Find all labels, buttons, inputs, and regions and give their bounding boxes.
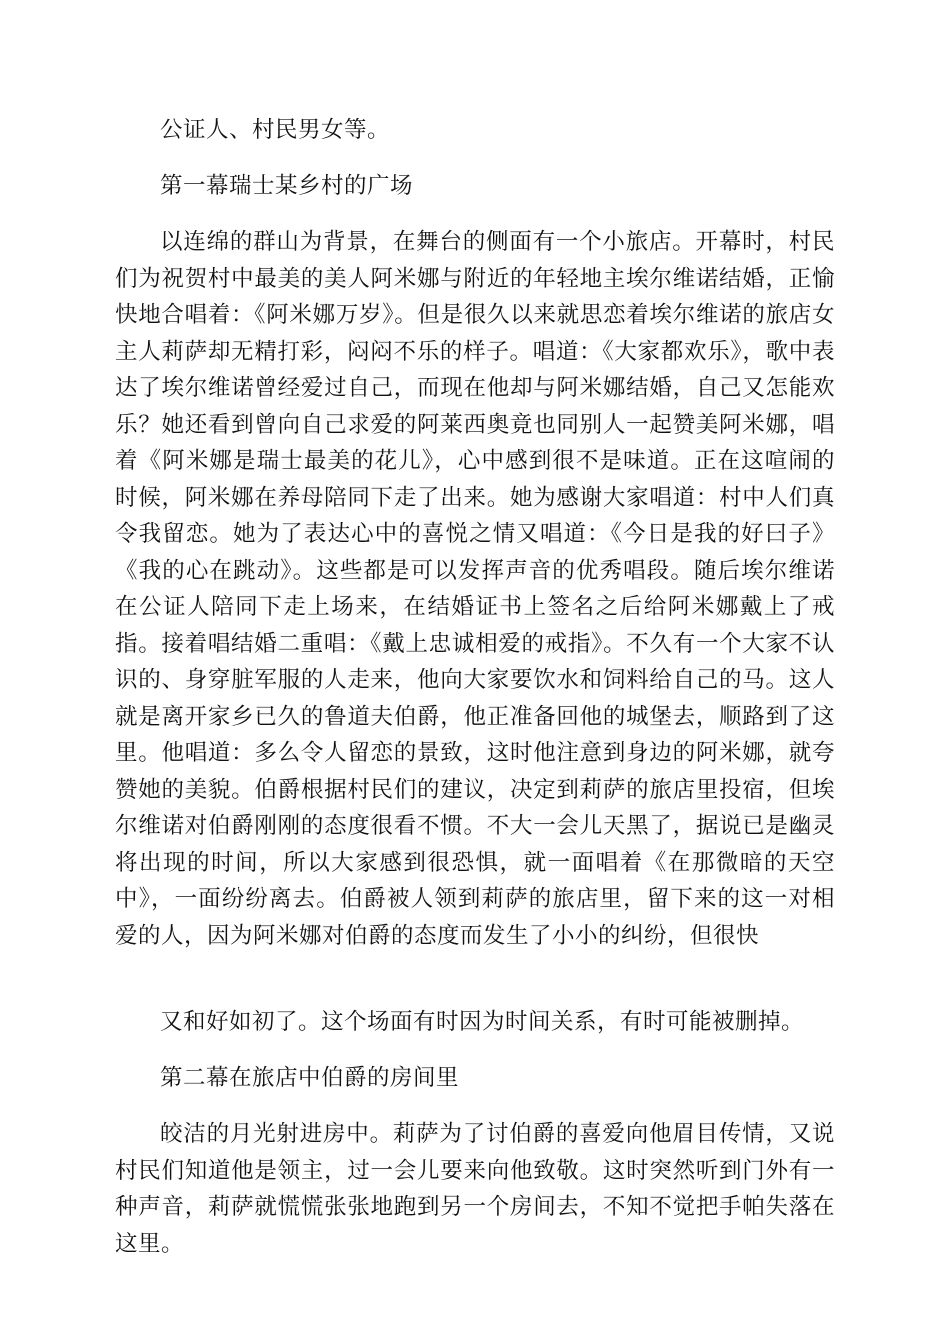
- heading-act-one: 第一幕瑞士某乡村的广场: [160, 173, 414, 199]
- paragraph-cast-list: 公证人、村民男女等。: [160, 117, 391, 143]
- paragraph-act-one-continued: 又和好如初了。这个场面有时因为时间关系，有时可能被删掉。: [160, 1009, 805, 1035]
- paragraph-act-one-synopsis: 以连绵的群山为背景，在舞台的侧面有一个小旅店。开幕时，村民们为祝贺村中最美的美人阿米娜与附近的年轻地主埃尔维诺结婚，正愉快地合唱着：《阿米娜万岁》。但是很久以来就思恋着埃尔维诺的旅店女主人莉萨却无精打彩，闷闷不乐的样子。唱道：《大家都欢乐》，歌中表达了埃尔维诺曾经爱过自己，而现在他却与阿米娜结婚，自己又怎能欢乐？她还看到曾向自己求爱的阿莱西奥竟也同别人一起赞美阿米娜，唱着《阿米娜是瑞士最美的花儿》，心中感到很不是味道。正在这喧闹的时候，阿米娜在养母陪同下走了出来。她为感谢大家唱道：村中人们真令我留恋。她为了表达心中的喜悦之情又唱道：《今日是我的好曰子》《我的心在跳动》。这些都是可以发挥声音的优秀唱段。随后埃尔维诺在公证人陪同下走上场来，在结婚证书上签名之后给阿米娜戴上了戒指。接着唱结婚二重唱：《戴上忠诚相爱的戒指》。不久有一个大家不认识的、身穿脏军服的人走来，他向大家要饮水和饲料给自己的马。这人就是离开家乡已久的鲁道夫伯爵，他正准备回他的城堡去，顺路到了这里。他唱道：多么令人留恋的景致，这时他注意到身边的阿米娜，就夸赞她的美貌。伯爵根据村民们的建议，决定到莉萨的旅店里投宿，但埃尔维诺对伯爵刚刚的态度很看不惯。不大一会儿天黑了，据说已是幽灵将出现的时间，所以大家感到很恐惧，就一面唱着《在那微暗的天空中》，一面纷纷离去。伯爵被人领到莉萨的旅店里，留下来的这一对相爱的人，因为阿米娜对伯爵的态度而发生了小小的纠纷，但很快: [115, 229, 835, 949]
- paragraph-act-two-synopsis: 皎洁的月光射进房中。莉萨为了讨伯爵的喜爱向他眉目传情，又说村民们知道他是领主，过一会儿要来向他致敬。这时突然听到门外有一种声音，莉萨就慌慌张张地跑到另一个房间去，不知不觉把手帕失落在这里。: [115, 1121, 835, 1257]
- heading-act-two: 第二幕在旅店中伯爵的房间里: [160, 1065, 460, 1091]
